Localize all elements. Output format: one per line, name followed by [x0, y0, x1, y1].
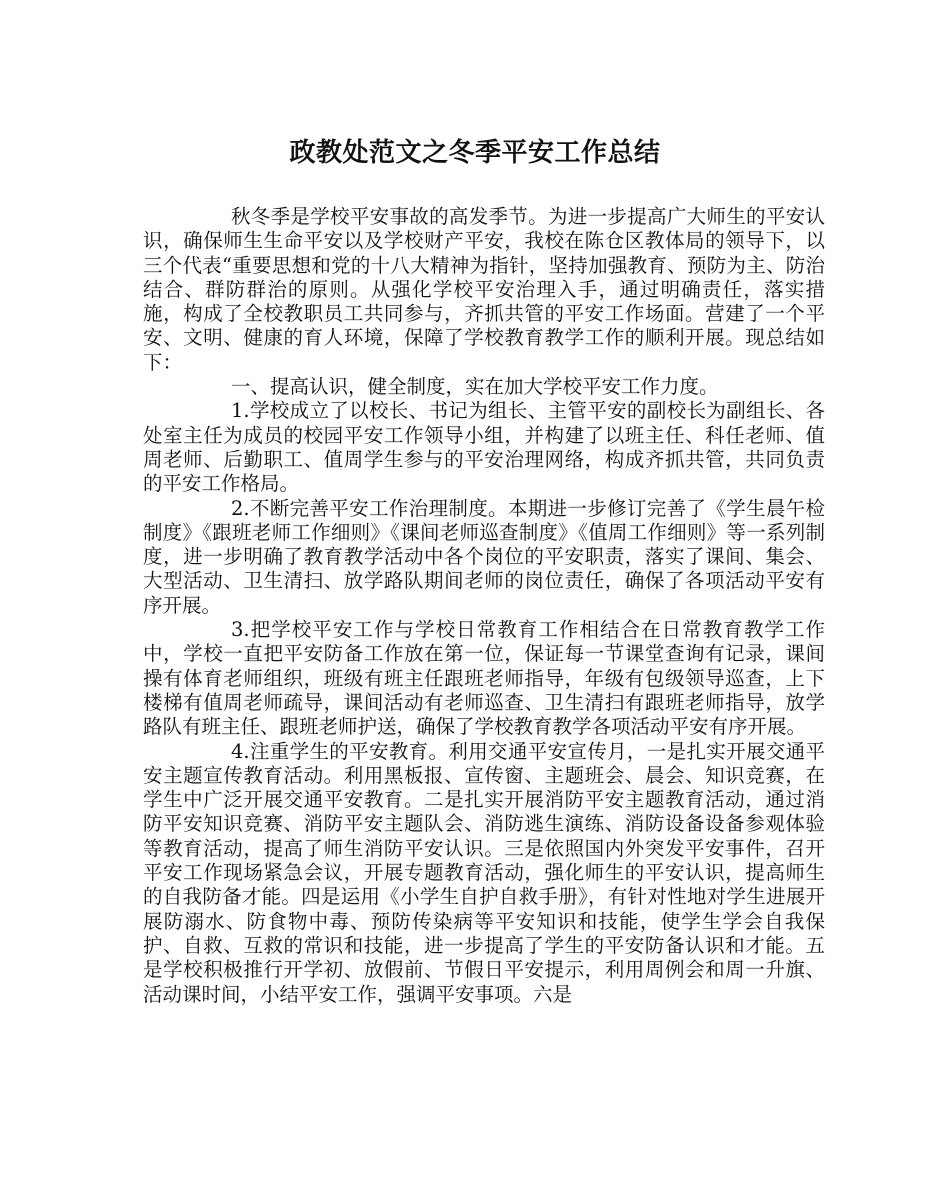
document-body: [143, 205, 825, 1007]
paragraph-section-heading: 一、提高认识，健全制度，实在加大学校平安工作力度。: [231, 375, 719, 399]
paragraph-item-1: 1.学校成立了以校长、书记为组长、主管平安的副校长为副组长、各处室主任为成员的校园平安工作领导小组，并构建了以班主任、科任老师、值周老师、后勤职工、值周学生参与的平安治理网络，构成齐抓共管，共同负责的平安工作格局。: [143, 399, 825, 496]
document-title: 政教处范文之冬季平安工作总结: [289, 138, 661, 168]
paragraph-item-3: 3.把学校平安工作与学校日常教育工作相结合在日常教育教学工作中，学校一直把平安防备工作放在第一位，保证每一节课堂查询有记录，课间操有体育老师组织，班级有班主任跟班老师指导，年级有包级领导巡查，上下楼梯有值周老师疏导，课间活动有老师巡查、卫生清扫有跟班老师指导，放学路队有班主任、跟班老师护送，确保了学校教育教学各项活动平安有序开展。: [143, 618, 825, 739]
paragraph-item-4: 4.注重学生的平安教育。利用交通平安宣传月，一是扎实开展交通平安主题宣传教育活动。利用黑板报、宣传窗、主题班会、晨会、知识竞赛，在学生中广泛开展交通平安教育。二是扎实开展消防平安主题教育活动，通过消防平安知识竞赛、消防平安主题队会、消防逃生演练、消防设备设备参观体验等教育活动，提高了师生消防平安认识。三是依照国内外突发平安事件，召开平安工作现场紧急会议，开展专题教育活动，强化师生的平安认识，提高师生的自我防备才能。四是运用《小学生自护自救手册》，有针对性地对学生进展开展防溺水、防食物中毒、预防传染病等平安知识和技能，使学生学会自我保护、自救、互救的常识和技能，进一步提高了学生的平安防备认识和才能。五是学校积极推行开学初、放假前、节假日平安提示，利用周例会和周一升旗、活动课时间，小结平安工作，强调平安事项。六是: [143, 739, 825, 1006]
paragraph-item-2: 2.不断完善平安工作治理制度。本期进一步修订完善了《学生晨午检制度》《跟班老师工作细则》《课间老师巡查制度》《值周工作细则》等一系列制度，进一步明确了教育教学活动中各个岗位的平安职责，落实了课间、集会、大型活动、卫生清扫、放学路队期间老师的岗位责任，确保了各项活动平安有序开展。: [143, 496, 825, 617]
paragraph-intro: 秋冬季是学校平安事故的高发季节。为进一步提高广大师生的平安认识，确保师生生命平安以及学校财产平安，我校在陈仓区教体局的领导下，以三个代表“重要思想和党的十八大精神为指针，坚持加强教育、预防为主、防治结合、群防群治的原则。从强化学校平安治理入手，通过明确责任，落实措施，构成了全校教职员工共同参与，齐抓共管的平安工作场面。营建了一个平安、文明、健康的育人环境，保障了学校教育教学工作的顺利开展。现总结如下：: [143, 205, 825, 374]
